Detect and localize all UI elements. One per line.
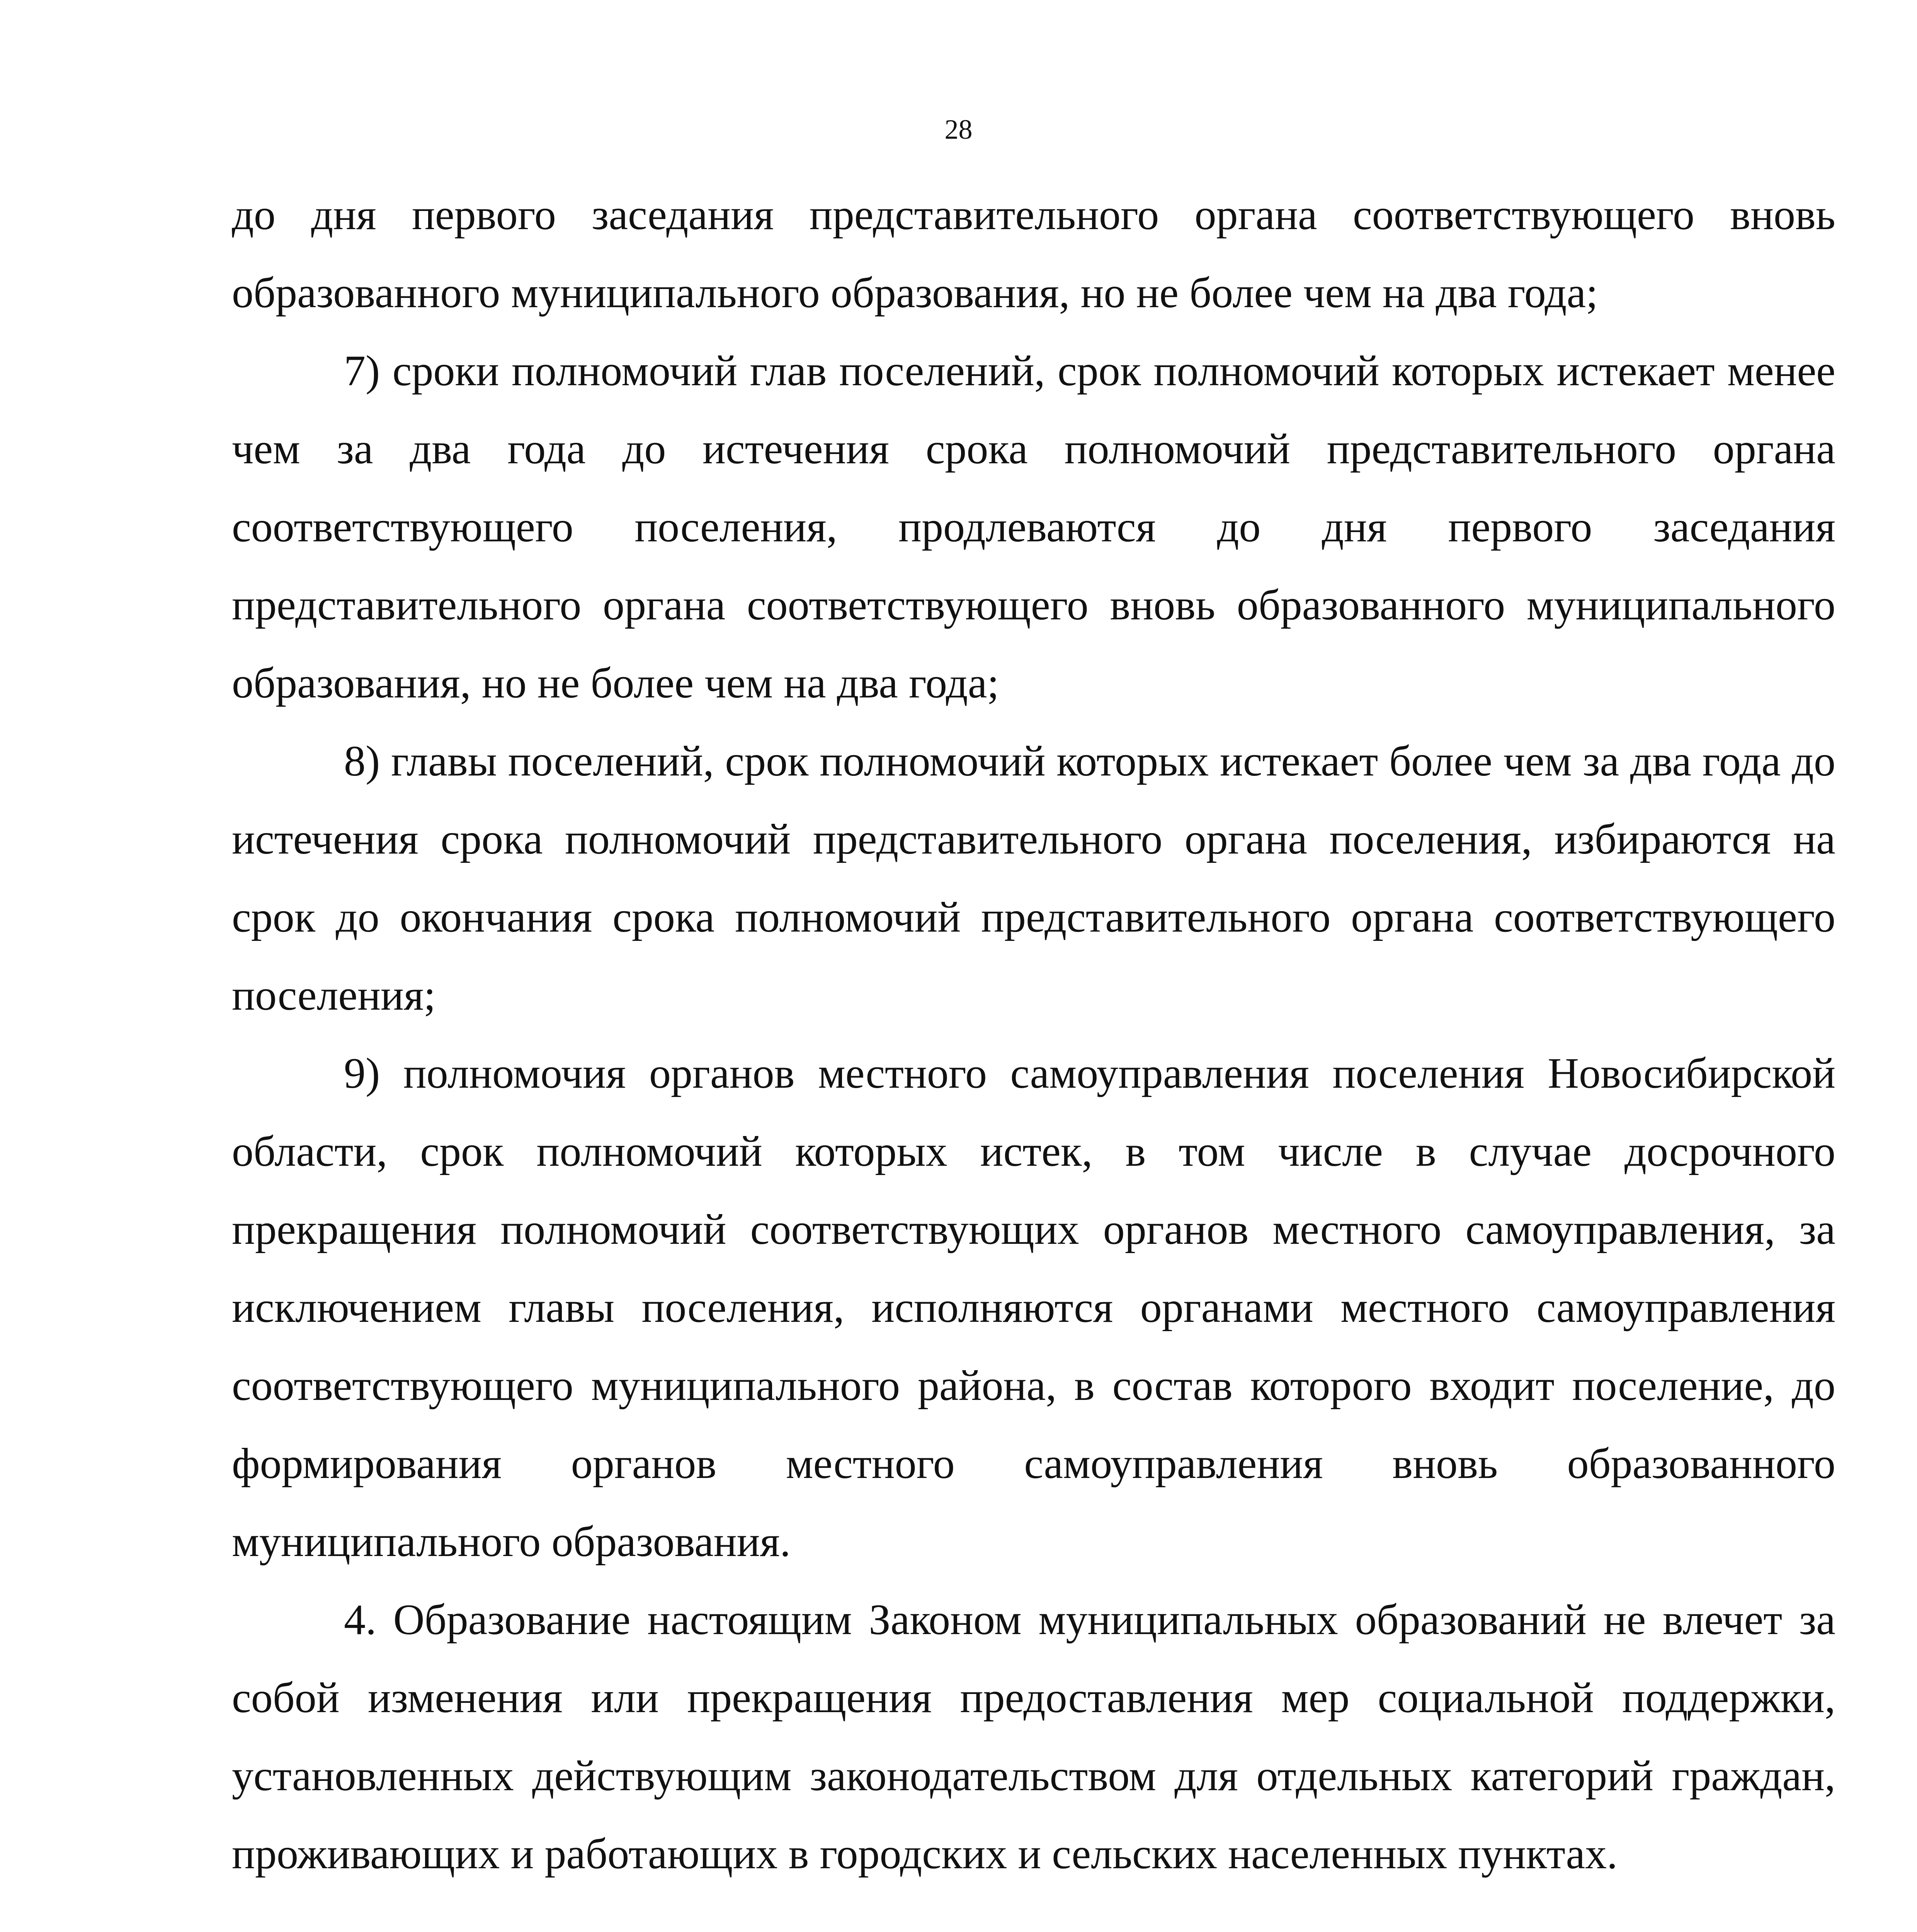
paragraph-item-8: 8) главы поселений, срок полномочий которых истекает более чем за два года до истечения срока полномочий представительного органа поселения, избираются на срок до окончания срока полномочий представительного органа соответствующего поселения; xyxy=(232,737,1835,1019)
paragraph-continuation: до дня первого заседания представительного органа соответствующего вновь образованного муниципального образования, но не более чем на два года; xyxy=(232,191,1835,317)
page-number: 28 xyxy=(944,114,973,145)
paragraph-item-7: 7) сроки полномочий глав поселений, срок полномочий которых истекает менее чем за два года до истечения срока полномочий представительного органа соответствующего поселения, продлеваются до дня первого заседания представительного органа соответствующего вновь образованного муниципального образования, но не более чем на два года; xyxy=(232,347,1835,707)
paragraph-item-9: 9) полномочия органов местного самоуправления поселения Новосибирской области, срок полномочий которых истек, в том числе в случае досрочного прекращения полномочий соответствующих органов местного самоуправления, за исключением главы поселения, исполняются органами местного самоуправления соответствующего муниципального района, в состав которого входит поселение, до формирования органов местного самоуправления вновь образованного муниципального образования. xyxy=(232,1049,1835,1566)
body-text xyxy=(232,176,1835,1932)
paragraph-part-4: 4. Образование настоящим Законом муниципальных образований не влечет за собой изменения или прекращения предоставления мер социальной поддержки, установленных действующим законодательством для отдельных категорий граждан, проживающих и работающих в городских и сельских населенных пунктах. xyxy=(232,1596,1835,1878)
